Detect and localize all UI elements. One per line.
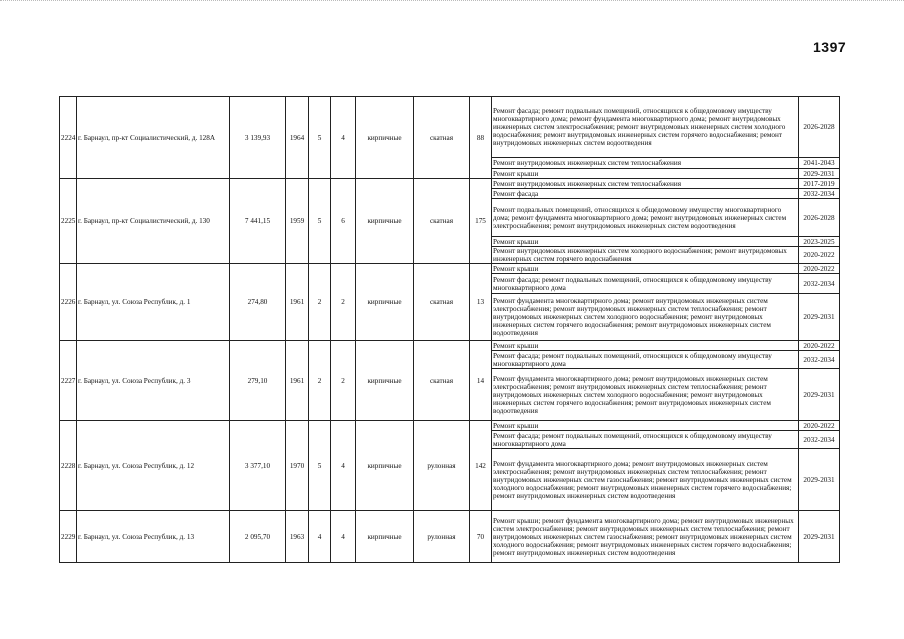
table-row: [60, 341, 840, 351]
entrances-count: 4: [331, 511, 356, 563]
wall-material: кирпичные: [356, 179, 414, 264]
total-area: 2 095,70: [230, 511, 286, 563]
repair-works: Ремонт фасада: [492, 189, 799, 199]
repair-period: 2032-2034: [799, 189, 840, 199]
repair-period: 2032-2034: [799, 274, 840, 294]
repair-period: 2020-2022: [799, 341, 840, 351]
repair-period: 2023-2025: [799, 237, 840, 247]
repair-works: Ремонт крыши; ремонт фундамента многоквартирного дома; ремонт внутридомовых инженерных систем электроснабжения; ремонт внутридомовых инженерных систем теплоснабжения; ремонт внутридомовых инженерных систем газоснабжения; ремонт внутридомовых инженерных систем холодного водоснабжения; ремонт внутридомовых инженерных систем горячего водоснабжения; ремонт внутридомовых инженерных систем водоотведения: [492, 511, 799, 563]
housing-repair-table: [59, 96, 840, 563]
total-area: 3 377,10: [230, 421, 286, 511]
table-row: [60, 264, 840, 274]
repair-works: Ремонт крыши: [492, 237, 799, 247]
total-area: 7 441,15: [230, 179, 286, 264]
repair-works: Ремонт крыши: [492, 421, 799, 431]
table-row: [60, 511, 840, 563]
entrances-count: 4: [331, 421, 356, 511]
floors-count: 5: [309, 97, 331, 179]
repair-works: Ремонт внутридомовых инженерных систем холодного водоснабжения; ремонт внутридомовых инженерных систем горячего водоснабжения: [492, 247, 799, 264]
repair-period: 2029-2031: [799, 511, 840, 563]
repair-works: Ремонт подвальных помещений, относящихся к общедомовому имуществу многоквартирного дома; ремонт фундамента многоквартирного дома; ремонт внутридомовых инженерных систем электроснабжения; ремонт внутридомовых инженерных систем водоотведения: [492, 199, 799, 237]
repair-works: Ремонт крыши: [492, 341, 799, 351]
residents-count: 70: [470, 511, 492, 563]
wall-material: кирпичные: [356, 341, 414, 421]
floors-count: 5: [309, 421, 331, 511]
floors-count: 2: [309, 264, 331, 341]
repair-works: Ремонт крыши: [492, 264, 799, 274]
repair-period: 2029-2031: [799, 449, 840, 511]
repair-works: Ремонт фасада; ремонт подвальных помещений, относящихся к общедомовому имуществу многоквартирного дома: [492, 351, 799, 369]
table-row: [60, 97, 840, 158]
repair-period: 2020-2022: [799, 264, 840, 274]
repair-period: 2026-2028: [799, 97, 840, 158]
wall-material: кирпичные: [356, 511, 414, 563]
repair-works: Ремонт фундамента многоквартирного дома; ремонт внутридомовых инженерных систем электроснабжения; ремонт внутридомовых инженерных систем теплоснабжения; ремонт внутридомовых инженерных систем холодного водоснабжения; ремонт внутридомовых инженерных систем горячего водоснабжения; ремонт внутридомовых инженерных систем водоотведения: [492, 294, 799, 341]
row-number: 2228: [60, 421, 77, 511]
entrances-count: 2: [331, 341, 356, 421]
wall-material: кирпичные: [356, 264, 414, 341]
repair-works: Ремонт фундамента многоквартирного дома; ремонт внутридомовых инженерных систем электроснабжения; ремонт внутридомовых инженерных систем теплоснабжения; ремонт внутридомовых инженерных систем газоснабжения; ремонт внутридомовых инженерных систем холодного водоснабжения; ремонт внутридомовых инженерных систем горячего водоснабжения; ремонт внутридомовых инженерных систем водоотведения: [492, 449, 799, 511]
repair-works: Ремонт крыши: [492, 169, 799, 179]
repair-works: Ремонт внутридомовых инженерных систем теплоснабжения: [492, 158, 799, 169]
repair-period: 2041-2043: [799, 158, 840, 169]
build-year: 1963: [286, 511, 309, 563]
floors-count: 4: [309, 511, 331, 563]
floors-count: 2: [309, 341, 331, 421]
floors-count: 5: [309, 179, 331, 264]
roof-type: рулонная: [414, 511, 470, 563]
roof-type: рулонная: [414, 421, 470, 511]
repair-works: Ремонт фасада; ремонт подвальных помещений, относящихся к общедомовому имуществу многоквартирного дома: [492, 274, 799, 294]
building-address: г. Барнаул, ул. Союза Республик, д. 13: [77, 511, 230, 563]
residents-count: 13: [470, 264, 492, 341]
build-year: 1959: [286, 179, 309, 264]
repair-works: Ремонт фасада; ремонт подвальных помещений, относящихся к общедомовому имуществу многоквартирного дома; ремонт фундамента многоквартирного дома; ремонт внутридомовых инженерных систем электроснабжения; ремонт внутридомовых инженерных систем холодного водоснабжения; ремонт внутридомовых инженерных систем горячего водоснабжения; ремонт внутридомовых инженерных систем водоотведения: [492, 97, 799, 158]
build-year: 1964: [286, 97, 309, 179]
build-year: 1970: [286, 421, 309, 511]
repair-period: 2029-2031: [799, 169, 840, 179]
entrances-count: 4: [331, 97, 356, 179]
residents-count: 14: [470, 341, 492, 421]
entrances-count: 6: [331, 179, 356, 264]
roof-type: скатная: [414, 179, 470, 264]
total-area: 279,10: [230, 341, 286, 421]
building-address: г. Барнаул, ул. Союза Республик, д. 3: [77, 341, 230, 421]
row-number: 2229: [60, 511, 77, 563]
repair-works: Ремонт фундамента многоквартирного дома; ремонт внутридомовых инженерных систем электроснабжения; ремонт внутридомовых инженерных систем теплоснабжения; ремонт внутридомовых инженерных систем холодного водоснабжения; ремонт внутридомовых инженерных систем горячего водоснабжения; ремонт внутридомовых инженерных систем водоотведения: [492, 369, 799, 421]
repair-period: 2032-2034: [799, 351, 840, 369]
repair-period: 2026-2028: [799, 199, 840, 237]
row-number: 2224: [60, 97, 77, 179]
building-address: г. Барнаул, пр-кт Социалистический, д. 128А: [77, 97, 230, 179]
residents-count: 88: [470, 97, 492, 179]
total-area: 3 139,93: [230, 97, 286, 179]
entrances-count: 2: [331, 264, 356, 341]
repair-period: 2020-2022: [799, 247, 840, 264]
wall-material: кирпичные: [356, 97, 414, 179]
repair-period: 2017-2019: [799, 179, 840, 189]
repair-period: 2029-2031: [799, 369, 840, 421]
row-number: 2226: [60, 264, 77, 341]
total-area: 274,80: [230, 264, 286, 341]
build-year: 1961: [286, 341, 309, 421]
wall-material: кирпичные: [356, 421, 414, 511]
residents-count: 142: [470, 421, 492, 511]
page-number: 1397: [813, 39, 847, 55]
repair-period: 2032-2034: [799, 431, 840, 449]
roof-type: скатная: [414, 264, 470, 341]
repair-works: Ремонт внутридомовых инженерных систем теплоснабжения: [492, 179, 799, 189]
row-number: 2227: [60, 341, 77, 421]
table-row: [60, 421, 840, 431]
row-number: 2225: [60, 179, 77, 264]
table-row: [60, 179, 840, 189]
repair-works: Ремонт фасада; ремонт подвальных помещений, относящихся к общедомовому имуществу многоквартирного дома: [492, 431, 799, 449]
building-address: г. Барнаул, пр-кт Социалистический, д. 130: [77, 179, 230, 264]
roof-type: скатная: [414, 341, 470, 421]
repair-period: 2020-2022: [799, 421, 840, 431]
build-year: 1961: [286, 264, 309, 341]
roof-type: скатная: [414, 97, 470, 179]
repair-period: 2029-2031: [799, 294, 840, 341]
building-address: г. Барнаул, ул. Союза Республик, д. 1: [77, 264, 230, 341]
residents-count: 175: [470, 179, 492, 264]
scan-edge: [0, 0, 904, 7]
building-address: г. Барнаул, ул. Союза Республик, д. 12: [77, 421, 230, 511]
